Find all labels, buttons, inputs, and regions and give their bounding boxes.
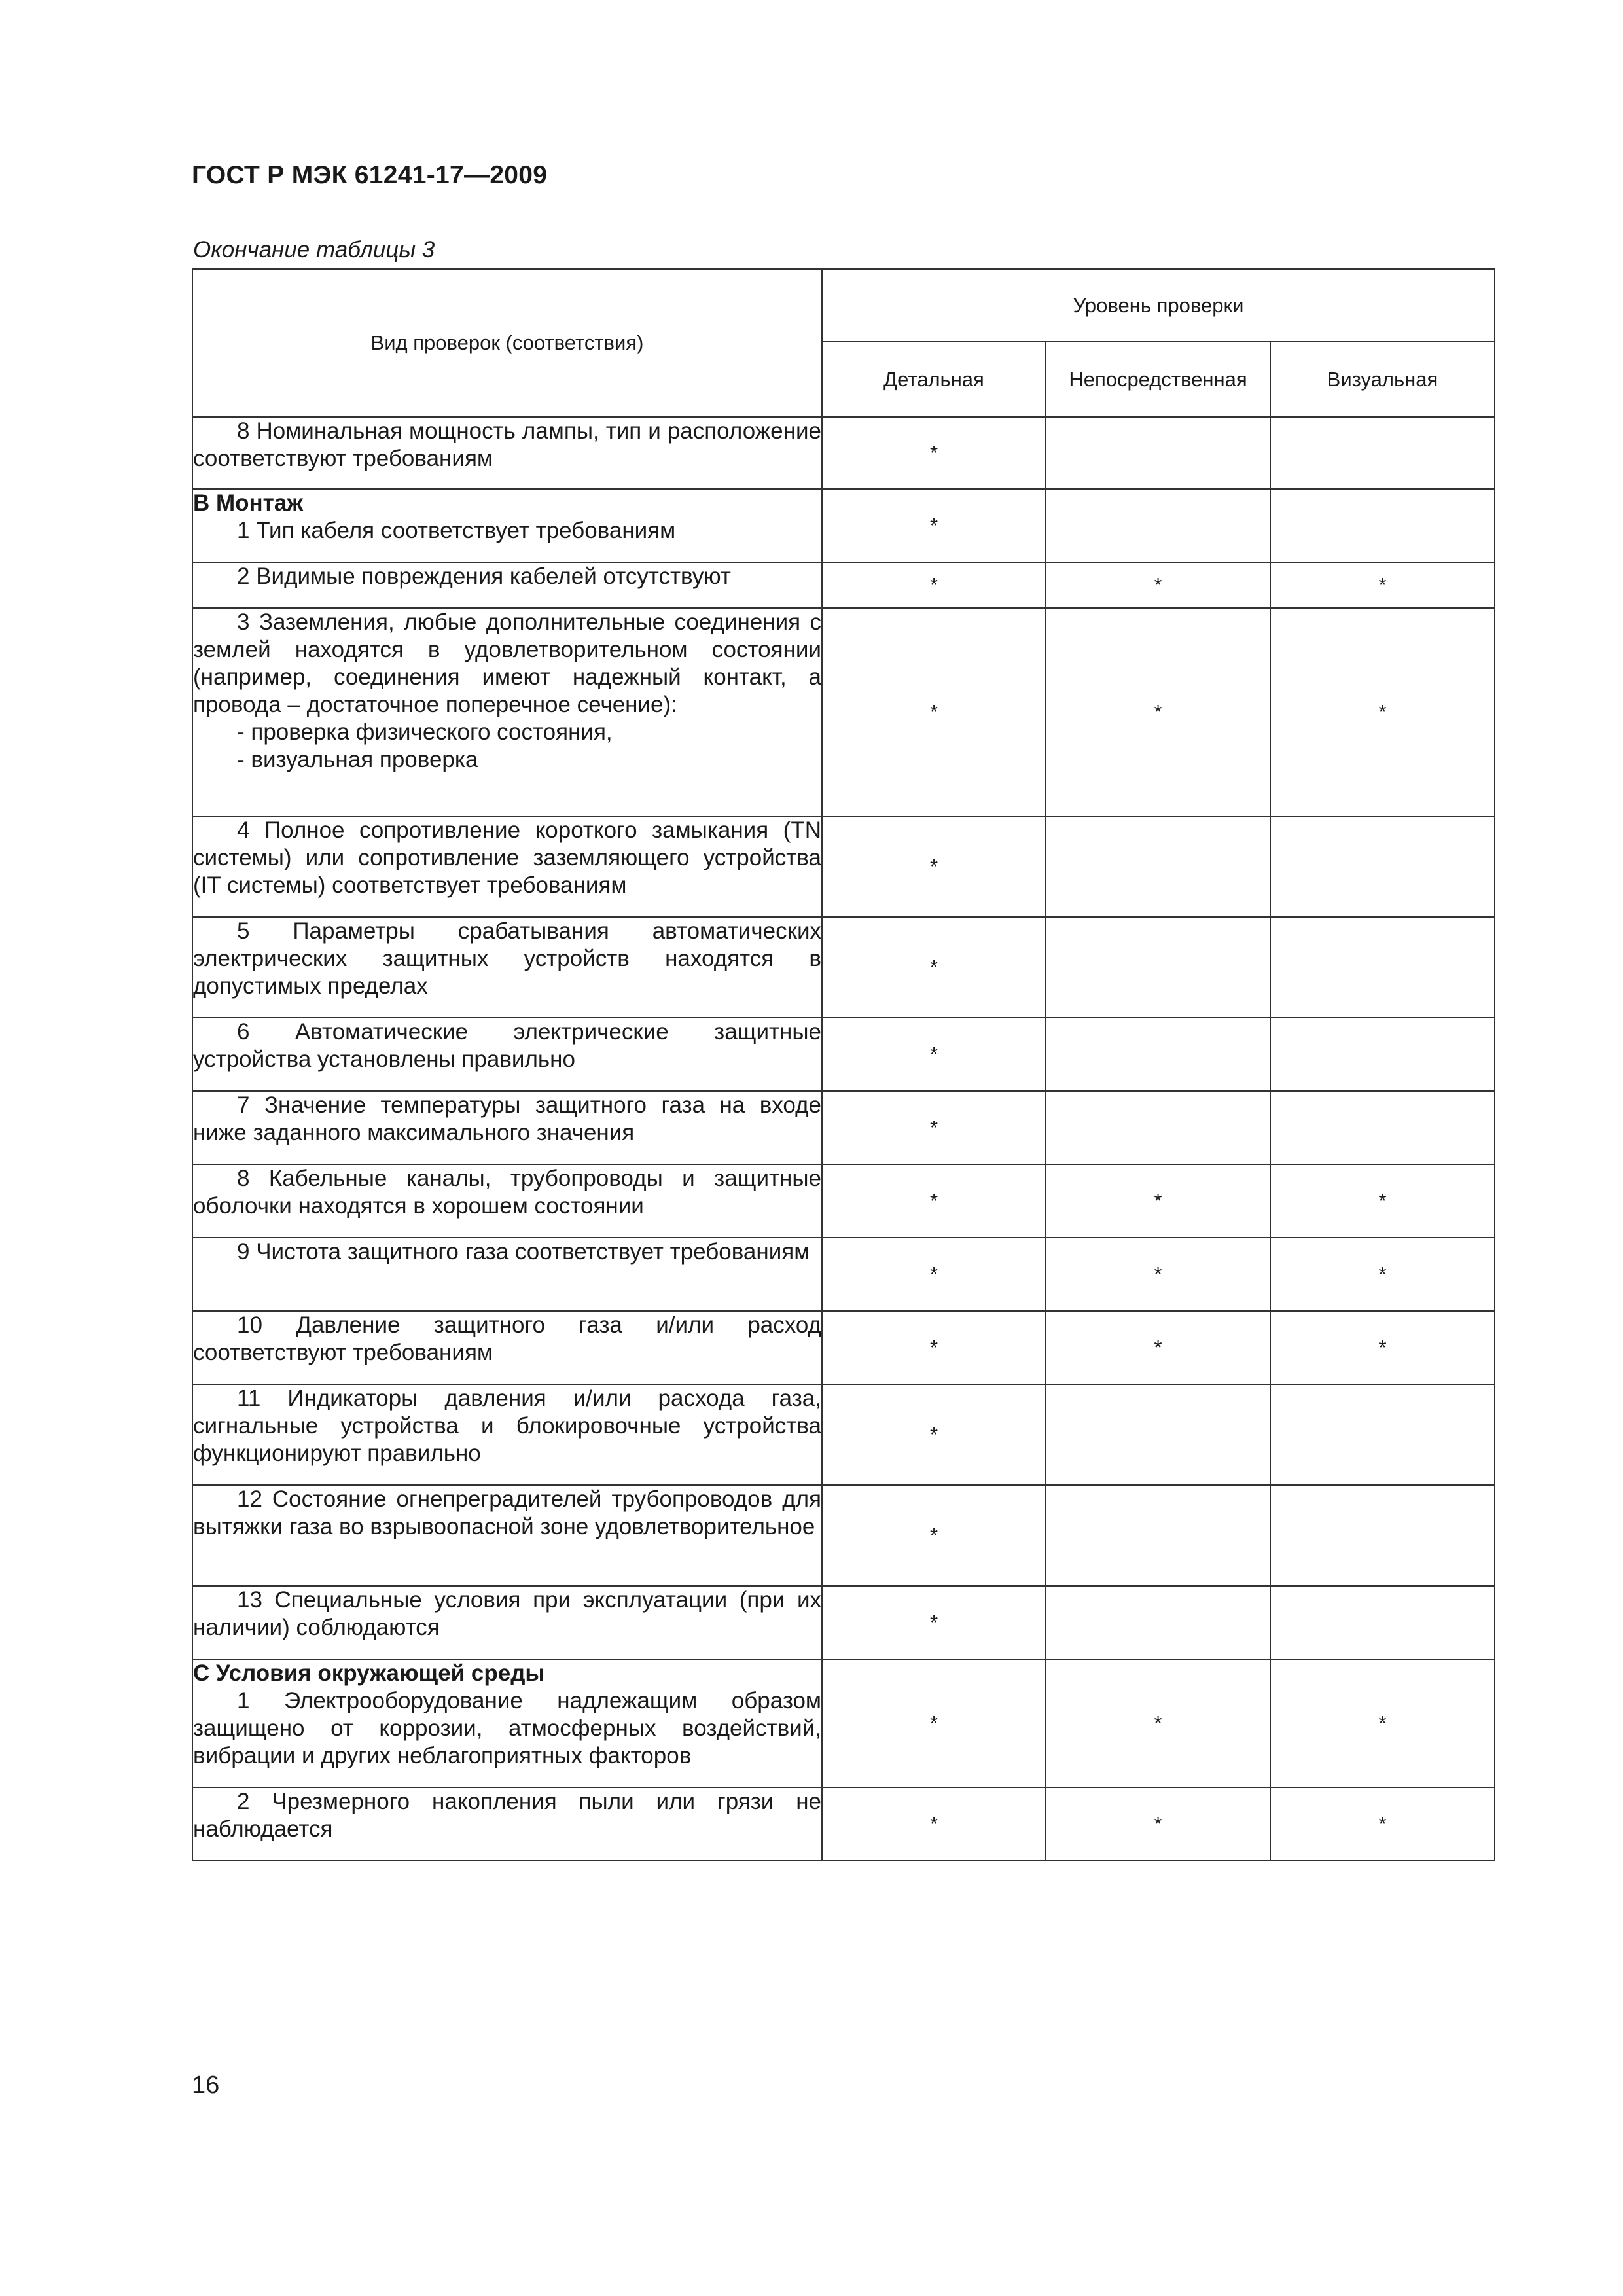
mark-detailed: * [822, 417, 1046, 489]
header-level-group: Уровень проверки [822, 269, 1495, 342]
mark-visual [1270, 417, 1495, 489]
check-text: 13 Специальные условия при эксплуатации (при их наличии) соблюдаются [193, 1587, 821, 1640]
table-body [192, 417, 1495, 1861]
mark-visual [1270, 489, 1495, 562]
mark-immediate: * [1046, 1787, 1270, 1861]
table-row [192, 608, 1495, 816]
mark-visual: * [1270, 1164, 1495, 1238]
page-number: 16 [192, 2072, 220, 2099]
table-caption: Окончание таблицы 3 [193, 237, 435, 262]
table-row [192, 1091, 1495, 1164]
mark-visual: * [1270, 1787, 1495, 1861]
mark-visual [1270, 1586, 1495, 1659]
mark-immediate: * [1046, 608, 1270, 816]
mark-visual [1270, 1018, 1495, 1091]
mark-visual [1270, 1091, 1495, 1164]
header-level-immediate: Непосредственная [1046, 342, 1270, 417]
mark-immediate [1046, 1091, 1270, 1164]
check-description [192, 1091, 822, 1164]
mark-detailed: * [822, 1384, 1046, 1485]
mark-detailed: * [822, 1018, 1046, 1091]
mark-immediate: * [1046, 1311, 1270, 1384]
mark-immediate [1046, 917, 1270, 1018]
mark-immediate: * [1046, 1659, 1270, 1787]
mark-detailed: * [822, 1787, 1046, 1861]
mark-detailed: * [822, 1485, 1046, 1586]
table-row [192, 1238, 1495, 1311]
mark-detailed: * [822, 1091, 1046, 1164]
check-subitem: - визуальная проверка [237, 747, 478, 772]
check-description [192, 1384, 822, 1485]
check-text: 8 Номинальная мощность лампы, тип и расположение соответствуют требованиям [193, 418, 821, 471]
mark-immediate [1046, 417, 1270, 489]
mark-immediate [1046, 1485, 1270, 1586]
mark-immediate: * [1046, 1238, 1270, 1311]
mark-detailed: * [822, 1311, 1046, 1384]
mark-visual [1270, 917, 1495, 1018]
mark-detailed: * [822, 816, 1046, 917]
document-title: ГОСТ Р МЭК 61241-17—2009 [192, 161, 548, 189]
table-row [192, 1018, 1495, 1091]
check-subitem: - проверка физического состояния, [237, 719, 613, 745]
check-description [192, 1586, 822, 1659]
table-row [192, 1485, 1495, 1586]
mark-immediate [1046, 816, 1270, 917]
check-text: 6 Автоматические электрические защитные устройства установлены правильно [193, 1019, 821, 1072]
check-description [192, 816, 822, 917]
mark-visual: * [1270, 1238, 1495, 1311]
table-row [192, 917, 1495, 1018]
check-description [192, 417, 822, 489]
check-text: 8 Кабельные каналы, трубопроводы и защитные оболочки находятся в хорошем состоянии [193, 1166, 821, 1219]
mark-immediate [1046, 489, 1270, 562]
table-row [192, 562, 1495, 608]
check-text: 4 Полное сопротивление короткого замыкания (TN системы) или сопротивление заземляющего устройства (IT системы) соответствует требованиям [193, 817, 821, 898]
mark-detailed: * [822, 1586, 1046, 1659]
check-description [192, 1787, 822, 1861]
table-row [192, 816, 1495, 917]
check-text: 10 Давление защитного газа и/или расход соответствуют требованиям [193, 1312, 821, 1365]
mark-detailed: * [822, 1164, 1046, 1238]
check-text: 1 Электрооборудование надлежащим образом защищено от коррозии, атмосферных воздействий, вибрации и других неблагоприятных факторов [193, 1688, 821, 1768]
check-text: 5 Параметры срабатывания автоматических электрических защитных устройств находятся в допустимых пределах [193, 918, 821, 999]
mark-visual: * [1270, 608, 1495, 816]
check-description [192, 489, 822, 562]
check-description [192, 917, 822, 1018]
check-description [192, 1311, 822, 1384]
mark-visual [1270, 1485, 1495, 1586]
header-level-detailed: Детальная [822, 342, 1046, 417]
check-text: 3 Заземления, любые дополнительные соединения с землей находятся в удовлетворительном состоянии (например, соединения имеют надежный контакт, а провода – достаточное поперечное сечение): [193, 609, 821, 717]
table-row [192, 417, 1495, 489]
mark-immediate [1046, 1018, 1270, 1091]
check-description [192, 1018, 822, 1091]
check-text: 12 Состояние огнепреградителей трубопроводов для вытяжки газа во взрывоопасной зоне удовлетворительное [193, 1486, 821, 1539]
check-text: 2 Чрезмерного накопления пыли или грязи не наблюдается [193, 1789, 821, 1842]
mark-detailed: * [822, 1238, 1046, 1311]
mark-detailed: * [822, 917, 1046, 1018]
mark-immediate [1046, 1384, 1270, 1485]
mark-detailed: * [822, 489, 1046, 562]
mark-visual: * [1270, 562, 1495, 608]
check-description [192, 1164, 822, 1238]
section-heading: В Монтаж [193, 490, 304, 516]
check-description [192, 1238, 822, 1311]
check-text: 11 Индикаторы давления и/или расхода газа, сигнальные устройства и блокировочные устройства функционируют правильно [193, 1386, 821, 1466]
check-description [192, 1485, 822, 1586]
mark-detailed: * [822, 562, 1046, 608]
inspection-table [192, 268, 1495, 1861]
header-check-type: Вид проверок (соответствия) [192, 269, 822, 417]
table-row [192, 1384, 1495, 1485]
mark-visual [1270, 1384, 1495, 1485]
header-level-visual: Визуальная [1270, 342, 1495, 417]
mark-visual: * [1270, 1659, 1495, 1787]
check-description [192, 1659, 822, 1787]
table-row [192, 489, 1495, 562]
table-row [192, 1311, 1495, 1384]
table-row [192, 1586, 1495, 1659]
mark-immediate: * [1046, 562, 1270, 608]
table-row [192, 1659, 1495, 1787]
table-row [192, 1164, 1495, 1238]
check-text: 7 Значение температуры защитного газа на входе ниже заданного максимального значения [193, 1092, 821, 1145]
check-description [192, 608, 822, 816]
check-text: 1 Тип кабеля соответствует требованиям [237, 518, 676, 543]
check-text: 2 Видимые повреждения кабелей отсутствуют [237, 564, 731, 589]
mark-immediate [1046, 1586, 1270, 1659]
mark-visual [1270, 816, 1495, 917]
mark-visual: * [1270, 1311, 1495, 1384]
mark-immediate: * [1046, 1164, 1270, 1238]
check-description [192, 562, 822, 608]
mark-detailed: * [822, 1659, 1046, 1787]
mark-detailed: * [822, 608, 1046, 816]
check-text: 9 Чистота защитного газа соответствует требованиям [237, 1239, 810, 1265]
table-row [192, 1787, 1495, 1861]
section-heading: С Условия окружающей среды [193, 1660, 545, 1686]
